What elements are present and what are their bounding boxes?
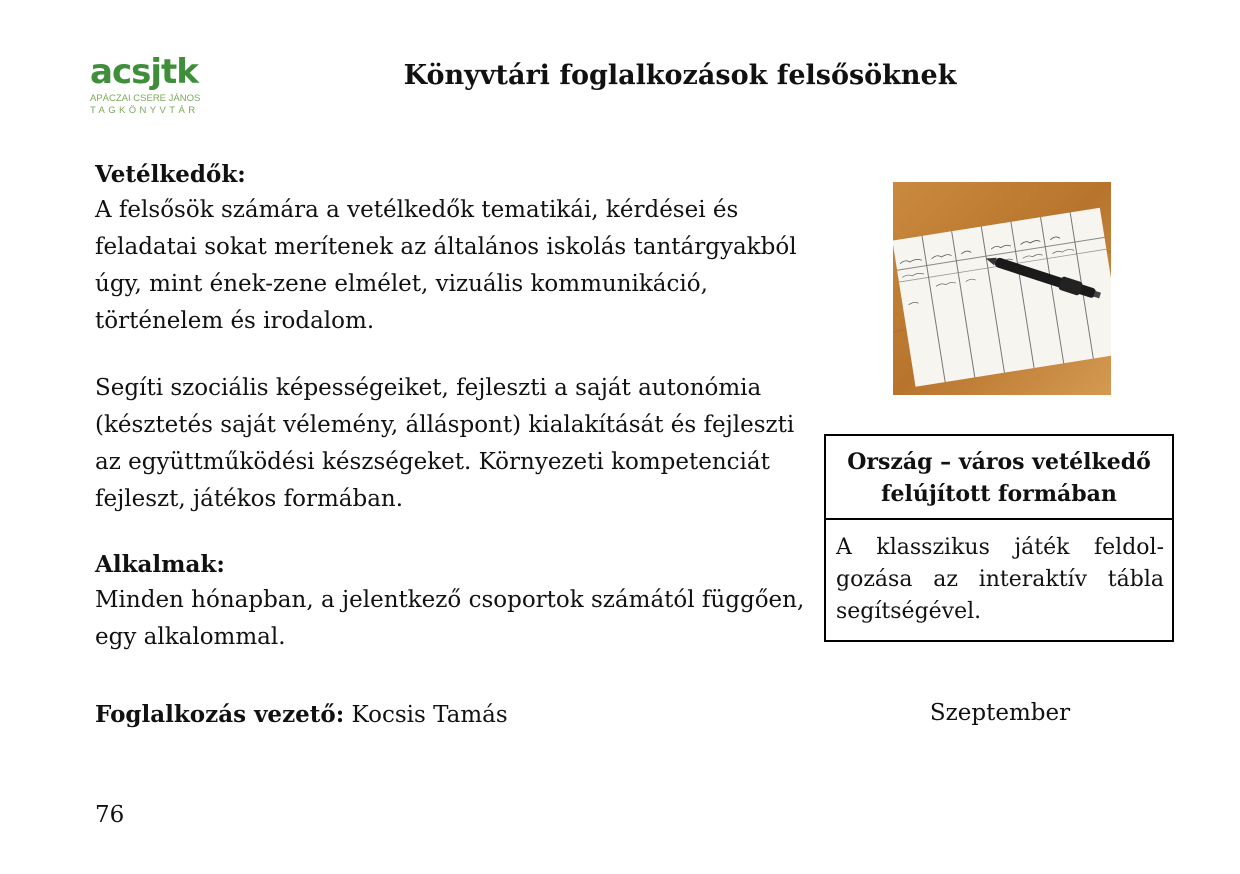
- page-title: Könyvtári foglalkozások felsősöknek: [403, 60, 957, 91]
- occasions-heading: Alkalmak:: [95, 551, 225, 578]
- game-sheet-photo: [893, 182, 1111, 395]
- month-label: Szeptember: [929, 700, 1071, 726]
- contests-paragraph-1: A felsősök számára a vetélkedők tematikái, kérdései és feladatai sokat merítenek az általános iskolás tantárgyakból úgy, mint ének-zene elmélet, vizuális kommunikáció, történelem és irodalom.: [95, 197, 797, 334]
- info-box-title: Ország – város vetélkedő felújított formában: [826, 436, 1172, 520]
- photo-illustration: [893, 182, 1111, 395]
- logo-wordmark: acsjtk: [90, 52, 198, 92]
- occasions-text: Minden hónapban, a jelentkező csoportok számától függően, egy alkalommal.: [95, 587, 805, 650]
- session-leader-name: Kocsis Tamás: [351, 702, 508, 728]
- library-logo: [90, 52, 220, 117]
- logo-subtitle-line1: APÁCZAI CSERE JÁNOS: [90, 93, 201, 104]
- session-leader-label: Foglalkozás vezető:: [95, 701, 345, 728]
- info-box: [824, 434, 1174, 642]
- contests-paragraph-2: Segíti szociális képességeiket, fejleszti a saját autonómia (késztetés saját vélemény, álláspont) kialakítását és fejleszti az együttműködési készségeket. Környezeti kompetenciát fejleszt, játékos formában.: [95, 375, 795, 512]
- page-number: 76: [95, 802, 125, 828]
- info-box-body: A klasszikus játék feldolgozása az interaktív tábla segítségével.: [836, 535, 1164, 624]
- logo-subtitle-line2: TAGKÖNYVTÁR: [90, 105, 199, 116]
- contests-heading: Vetélkedők:: [95, 161, 246, 188]
- session-leader: [95, 698, 508, 732]
- main-text: [95, 158, 825, 656]
